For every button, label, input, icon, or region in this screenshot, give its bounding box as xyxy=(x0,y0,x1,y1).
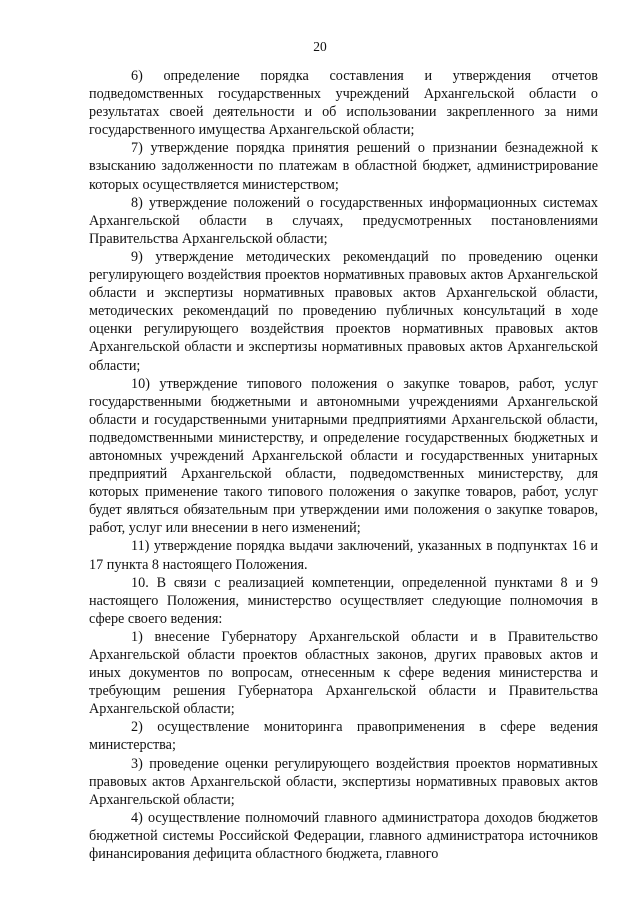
paragraph-subitem-3: 3) проведение оценки регулирующего воздействия проектов нормативных правовых актов Архангельской области, экспертизы нормативных правовых актов Архангельской области; xyxy=(89,755,598,808)
paragraph-subitem-4: 4) осуществление полномочий главного администратора доходов бюджетов бюджетной системы Российской Федерации, главного администратора источников финансирования дефицита областного бюджета, главного xyxy=(89,809,598,863)
page-number: 20 xyxy=(313,39,327,54)
paragraph-subitem-2: 2) осуществление мониторинга правоприменения в сфере ведения министерства; xyxy=(89,719,598,754)
paragraph-item-10: 10) утверждение типового положения о закупке товаров, работ, услуг государственными бюджетными и автономными учреждениями Архангельской области и государственными унитарными предприятиями Архангельской области, подведомственными министерству, и определение государственных бюджетных и автономных учреждений Архангельской области и государственных унитарных предприятий Архангельской области, подведомственных министерству, для которых применение такого типового положения о закупке товаров, работ, услуг будет являться обязательным при утверждении ими положения о закупке товаров, работ, услуг или внесении в него изменений; xyxy=(89,375,598,537)
paragraph-item-6: 6) определение порядка составления и утверждения отчетов подведомственных государственных учреждений Архангельской области о результатах своей деятельности и об использовании закрепленного за ними государственного имущества Архангельской области; xyxy=(89,68,598,139)
paragraph-clause-10: 10. В связи с реализацией компетенции, определенной пунктами 8 и 9 настоящего Положения, министерство осуществляет следующие полномочия в сфере своего ведения: xyxy=(89,574,598,627)
paragraph-item-7: 7) утверждение порядка принятия решений о признании безнадежной к взысканию задолженности по платежам в областной бюджет, администрирование которых осуществляется министерством; xyxy=(89,140,598,193)
paragraph-item-9: 9) утверждение методических рекомендаций по проведению оценки регулирующего воздействия проектов нормативных правовых актов Архангельской области и экспертизы нормативных правовых актов Архангельской области, методических рекомендаций по проведению публичных консультаций в ходе оценки регулирующего воздействия проектов нормативных правовых актов Архангельской области и экспертизы нормативных правовых актов Архангельской области; xyxy=(89,248,598,374)
document-body xyxy=(89,67,598,863)
paragraph-subitem-1: 1) внесение Губернатору Архангельской области и в Правительство Архангельской области проектов областных законов, других правовых актов и иных документов по вопросам, отнесенным к сфере ведения министерства и требующим решения Губернатора Архангельской области и Правительства Архангельской области; xyxy=(89,628,598,718)
paragraph-item-8: 8) утверждение положений о государственных информационных системах Архангельской области в случаях, предусмотренных постановлениями Правительства Архангельской области; xyxy=(89,194,598,247)
paragraph-item-11: 11) утверждение порядка выдачи заключений, указанных в подпунктах 16 и 17 пункта 8 настоящего Положения. xyxy=(89,538,598,573)
